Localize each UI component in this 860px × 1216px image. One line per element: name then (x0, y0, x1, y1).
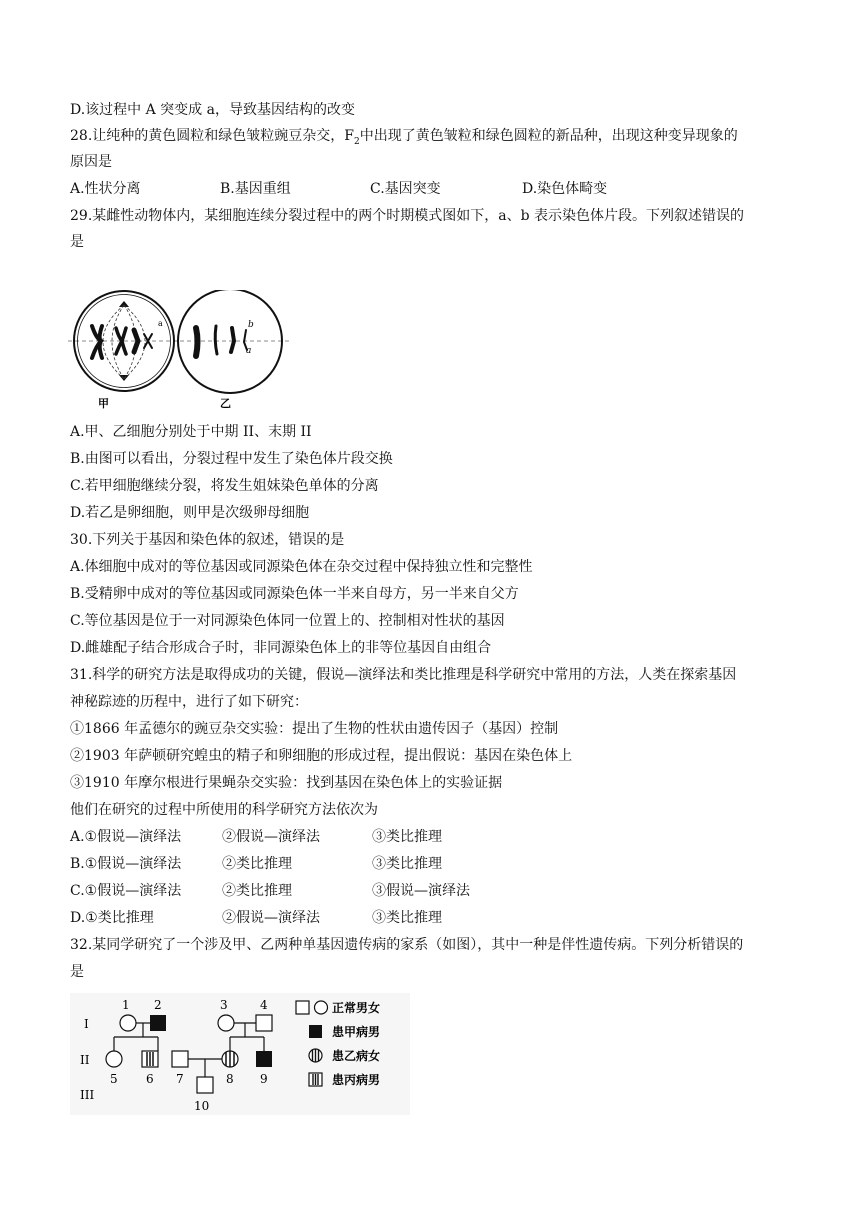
q32-stem-line2: 是 (70, 964, 84, 980)
q31-item-3: ③1910 年摩尔根进行果蝇杂交实验：找到基因在染色体上的实验证据 (70, 775, 503, 791)
q28-options (70, 180, 607, 198)
label-jia: 甲 (98, 397, 109, 410)
label-a-jia: a (158, 319, 163, 328)
q31-option-a (70, 828, 442, 846)
legend-filled-square-icon (309, 1025, 322, 1038)
q27-option-d: D.该过程中 A 突变成 a，导致基因结构的改变 (70, 102, 355, 118)
legend-circle-icon (315, 1001, 328, 1014)
q30-option-d: D.雌雄配子结合形成合子时，非同源染色体上的非等位基因自由组合 (70, 640, 492, 656)
q28-stem-line2: 原因是 (70, 154, 112, 170)
number-2: 2 (154, 998, 162, 1012)
q31-option-d-1: D.①类比推理 (70, 910, 154, 926)
q31-stem-line2: 神秘踪迹的历程中，进行了如下研究： (70, 694, 308, 710)
individual-8 (222, 1051, 238, 1067)
label-a-yi: a (246, 346, 252, 356)
q31-option-a-3: ③类比推理 (372, 829, 442, 845)
chromosome-1 (92, 326, 102, 358)
legend-disease-jia: 患甲病男 (332, 1025, 381, 1039)
individual-7 (172, 1051, 188, 1067)
q28-option-b: B.基因重组 (220, 181, 291, 197)
q31-option-c (70, 882, 470, 900)
individual-2 (150, 1015, 166, 1031)
q31-prompt: 他们在研究的过程中所使用的科学研究方法依次为 (70, 802, 378, 818)
centrosome-top (119, 301, 129, 307)
individual-10 (197, 1077, 213, 1093)
number-1: 1 (122, 998, 130, 1012)
legend-striped-square-icon (309, 1073, 322, 1086)
generation-label-3: III (80, 1088, 95, 1102)
q31-option-b-3: ③类比推理 (372, 856, 442, 872)
q30-option-a: A.体细胞中成对的等位基因或同源染色体在杂交过程中保持独立性和完整性 (70, 559, 533, 575)
q28-option-a: A.性状分离 (70, 181, 141, 197)
number-5: 5 (110, 1072, 118, 1086)
cell-division-figure (68, 290, 290, 410)
legend-disease-bing: 患丙病男 (332, 1073, 381, 1087)
chromosome-yi-2 (215, 326, 217, 354)
q31-stem-line1: 31.科学的研究方法是取得成功的关键，假说—演绎法和类比推理是科学研究中常用的方法，人类在探索基因 (70, 667, 737, 683)
generation-label-2: II (80, 1053, 90, 1067)
chromosome-yi-1 (196, 328, 198, 356)
individual-9 (256, 1051, 272, 1067)
q29-stem-line2: 是 (70, 234, 84, 250)
q30-stem: 30.下列关于基因和染色体的叙述，错误的是 (70, 532, 345, 548)
individual-5 (106, 1051, 122, 1067)
number-3: 3 (220, 998, 228, 1012)
number-8: 8 (226, 1072, 234, 1086)
chromosome-yi-3 (231, 328, 234, 352)
q31-option-b-2: ②类比推理 (222, 856, 292, 872)
q28-option-d: D.染色体畸变 (522, 181, 608, 197)
number-6: 6 (146, 1072, 154, 1086)
q29-stem-line1: 29.某雌性动物体内，某细胞连续分裂过程中的两个时期模式图如下，a、b 表示染色体片段。下列叙述错误的 (70, 208, 745, 224)
q31-option-c-3: ③假说—演绎法 (372, 883, 470, 899)
pedigree-chart (70, 993, 410, 1115)
number-4: 4 (260, 998, 268, 1012)
q31-option-b (70, 855, 442, 873)
q31-option-d (70, 909, 442, 927)
q30-option-b: B.受精卵中成对的等位基因或同源染色体一半来自母方，另一半来自父方 (70, 586, 519, 602)
q28-stem-part2: 中出现了黄色皱粒和绿色圆粒的新品种，出现这种变异现象的 (359, 128, 738, 144)
cell-yi (178, 290, 282, 393)
q31-option-c-1: C.①假说—演绎法 (70, 883, 182, 899)
generation-label-1: I (84, 1017, 89, 1031)
centrosome-bottom (119, 375, 129, 381)
individual-1 (120, 1015, 136, 1031)
label-yi: 乙 (220, 397, 231, 410)
q31-item-2: ②1903 年萨顿研究蝗虫的精子和卵细胞的形成过程，提出假说：基因在染色体上 (70, 748, 573, 764)
number-7: 7 (176, 1072, 184, 1086)
q32-stem-line1: 32.某同学研究了一个涉及甲、乙两种单基因遗传病的家系（如图），其中一种是伴性遗传病。下列分析错误的 (70, 937, 744, 953)
individual-6 (142, 1051, 158, 1067)
q29-option-b: B.由图可以看出，分裂过程中发生了染色体片段交换 (70, 451, 393, 467)
q30-option-c: C.等位基因是位于一对同源染色体同一位置上的、控制相对性状的基因 (70, 613, 505, 629)
individual-3 (218, 1015, 234, 1031)
q28-stem-line1 (70, 127, 738, 151)
q31-option-d-3: ③类比推理 (372, 910, 442, 926)
number-9: 9 (260, 1072, 268, 1086)
legend-square-icon (296, 1001, 309, 1014)
q29-option-c: C.若甲细胞继续分裂，将发生姐妹染色单体的分离 (70, 478, 379, 494)
q28-option-c: C.基因突变 (370, 181, 441, 197)
q31-item-1: ①1866 年孟德尔的豌豆杂交实验：提出了生物的性状由遗传因子（基因）控制 (70, 721, 559, 737)
q31-option-b-1: B.①假说—演绎法 (70, 856, 182, 872)
q31-option-a-2: ②假说—演绎法 (222, 829, 320, 845)
number-10: 10 (194, 1099, 210, 1113)
label-b: b (248, 320, 254, 330)
q29-option-a: A.甲、乙细胞分别处于中期 II、末期 II (70, 424, 312, 440)
legend-striped-circle-icon (309, 1049, 322, 1062)
q31-option-d-2: ②假说—演绎法 (222, 910, 320, 926)
q29-option-d: D.若乙是卵细胞，则甲是次级卵母细胞 (70, 505, 310, 521)
legend-disease-yi: 患乙病女 (332, 1049, 381, 1063)
q31-option-c-2: ②类比推理 (222, 883, 292, 899)
legend-normal: 正常男女 (332, 1001, 381, 1015)
q28-stem-part1: 28.让纯种的黄色圆粒和绿色皱粒豌豆杂交，F (70, 128, 354, 144)
individual-4 (256, 1015, 272, 1031)
q28-stem-subscript: 2 (353, 136, 360, 147)
q31-option-a-1: A.①假说—演绎法 (70, 829, 182, 845)
